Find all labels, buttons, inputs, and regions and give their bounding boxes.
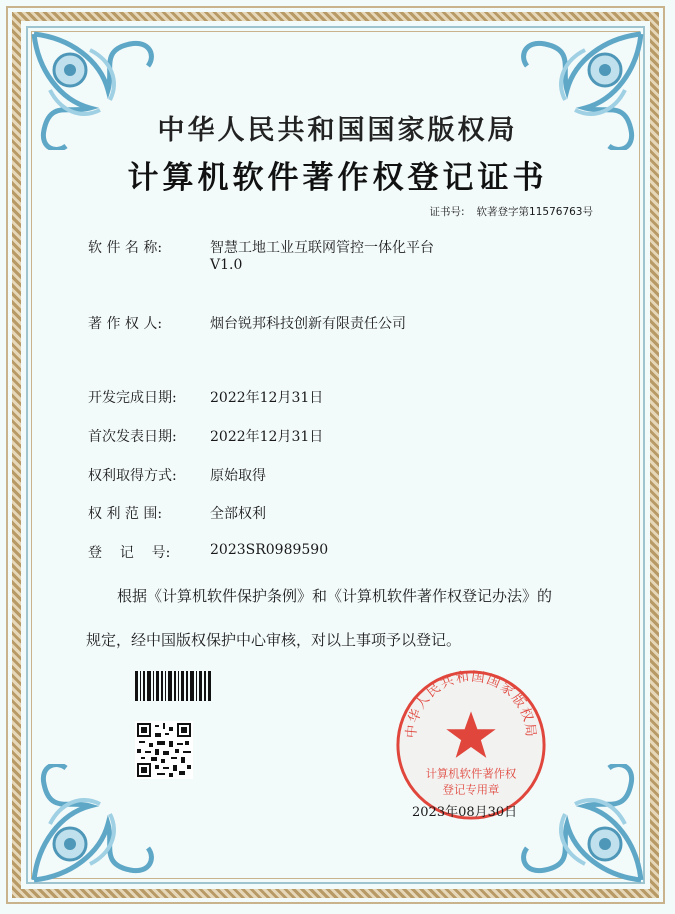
software-name-text: 智慧工地工业互联网管控一体化平台 <box>210 240 434 256</box>
dev-complete-label: 开发完成日期: <box>88 390 177 406</box>
certificate-number-value: 软著登字第11576763号 <box>476 206 593 218</box>
registration-number-row <box>88 542 328 562</box>
dev-complete-row <box>88 387 323 407</box>
acquire-method-row <box>88 465 266 485</box>
acquire-method-value: 原始取得 <box>210 468 266 484</box>
first-publish-value: 2022年12月31日 <box>210 429 324 445</box>
statement-line-2: 规定，经中国版权保护中心审核，对以上事项予以登记。 <box>86 631 462 649</box>
copyright-owner-value: 烟台锐邦科技创新有限责任公司 <box>210 316 406 332</box>
registration-statement <box>86 574 606 662</box>
barcode-icon <box>135 671 211 701</box>
statement-line-1: 根据《计算机软件保护条例》和《计算机软件著作权登记办法》的 <box>117 587 553 605</box>
first-publish-row <box>88 426 323 446</box>
software-name-label: 软 件 名 称: <box>88 240 163 256</box>
copyright-owner-row <box>88 313 406 333</box>
copyright-owner-label: 著 作 权 人: <box>88 316 163 332</box>
issuing-authority: 中华人民共和国国家版权局 <box>157 115 518 146</box>
corner-ornament-icon <box>30 764 160 884</box>
seal-outer-text: 中华人民共和国国家版权局 <box>404 669 538 739</box>
certificate-number <box>430 204 594 219</box>
scope-value: 全部权利 <box>210 506 266 522</box>
seal-inner-line-1: 计算机软件著作权 <box>425 766 517 781</box>
scope-label: 权 利 范 围: <box>88 506 163 522</box>
first-publish-label: 首次发表日期: <box>88 429 177 445</box>
registration-number-value: 2023SR0989590 <box>210 542 329 558</box>
registration-number-label: 登 记 号: <box>88 545 171 561</box>
scope-row <box>88 503 266 523</box>
issue-date: 2023年08月30日 <box>412 805 518 820</box>
acquire-method-label: 权利取得方式: <box>88 468 177 484</box>
certificate-number-label: 证书号: <box>429 206 465 218</box>
software-name-row <box>88 237 434 273</box>
dev-complete-value: 2022年12月31日 <box>210 390 324 406</box>
software-name-value <box>210 237 434 273</box>
certificate-title: 计算机软件著作权登记证书 <box>127 160 548 196</box>
seal-inner-line-2: 登记专用章 <box>442 782 500 797</box>
qr-code-icon <box>135 721 193 779</box>
software-version: V1.0 <box>210 257 243 273</box>
